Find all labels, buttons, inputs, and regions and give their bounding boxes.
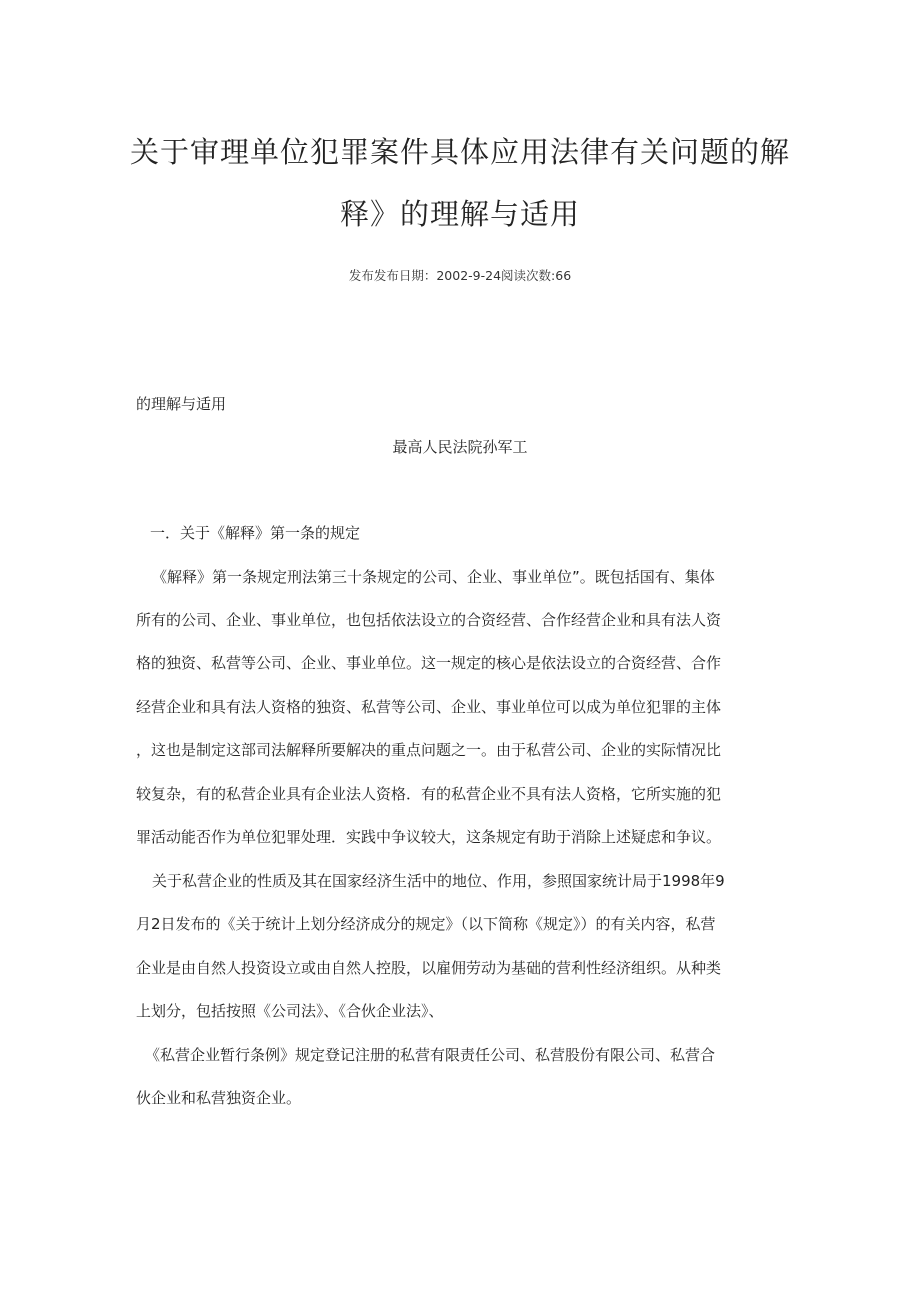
paragraph-1-line: ，这也是制定这部司法解释所要解决的重点问题之一。由于私营公司、企业的实际情况比	[136, 741, 722, 759]
paragraph-1-line: 《解释》第一条规定刑法第三十条规定的公司、企业、事业单位”。既包括国有、集体	[152, 568, 715, 586]
paragraph-2-line: 上划分，包括按照《公司法》、《合伙企业法》、	[136, 1002, 444, 1020]
subtitle: 的理解与适用	[136, 395, 227, 413]
author: 最高人民法院孙军工	[392, 438, 528, 456]
section-heading: 一．关于《解释》第一条的规定	[150, 524, 361, 542]
paragraph-2-line: 企业是由自然人投资设立或由自然人控股，以雇佣劳动为基础的营利性经济组织。从种类	[136, 959, 722, 977]
paragraph-1-line: 所有的公司、企业、事业单位，也包括依法设立的合资经营、合作经营企业和具有法人资	[136, 611, 722, 629]
paragraph-3-line: 《私营企业暂行条例》规定登记注册的私营有限责任公司、私营股份有限公司、私营合	[145, 1046, 716, 1064]
paragraph-1-line: 经营企业和具有法人资格的独资、私营等公司、企业、事业单位可以成为单位犯罪的主体	[136, 698, 722, 716]
paragraph-2-line: 关于私营企业的性质及其在国家经济生活中的地位、作用，参照国家统计局于1998年9	[152, 872, 725, 890]
paragraph-1-line: 罪活动能否作为单位犯罪处理．实践中争议较大，这条规定有助于消除上述疑虑和争议。	[136, 828, 722, 846]
paragraph-1-line: 格的独资、私营等公司、企业、事业单位。这一规定的核心是依法设立的合资经营、合作	[136, 654, 722, 672]
document-title-line-2: 释》的理解与适用	[339, 197, 580, 231]
paragraph-3-line: 伙企业和私营独资企业。	[136, 1089, 302, 1107]
paragraph-2-line: 月2日发布的《关于统计上划分经济成分的规定》（以下简称《规定》）的有关内容，私营	[136, 915, 716, 933]
paragraph-1-line: 较复杂，有的私营企业具有企业法人资格．有的私营企业不具有法人资格，它所实施的犯	[136, 785, 722, 803]
publish-meta: 发布发布日期：2002-9-24阅读次数:66	[348, 268, 572, 283]
document-title-line-1: 关于审理单位犯罪案件具体应用法律有关问题的解	[129, 135, 790, 169]
